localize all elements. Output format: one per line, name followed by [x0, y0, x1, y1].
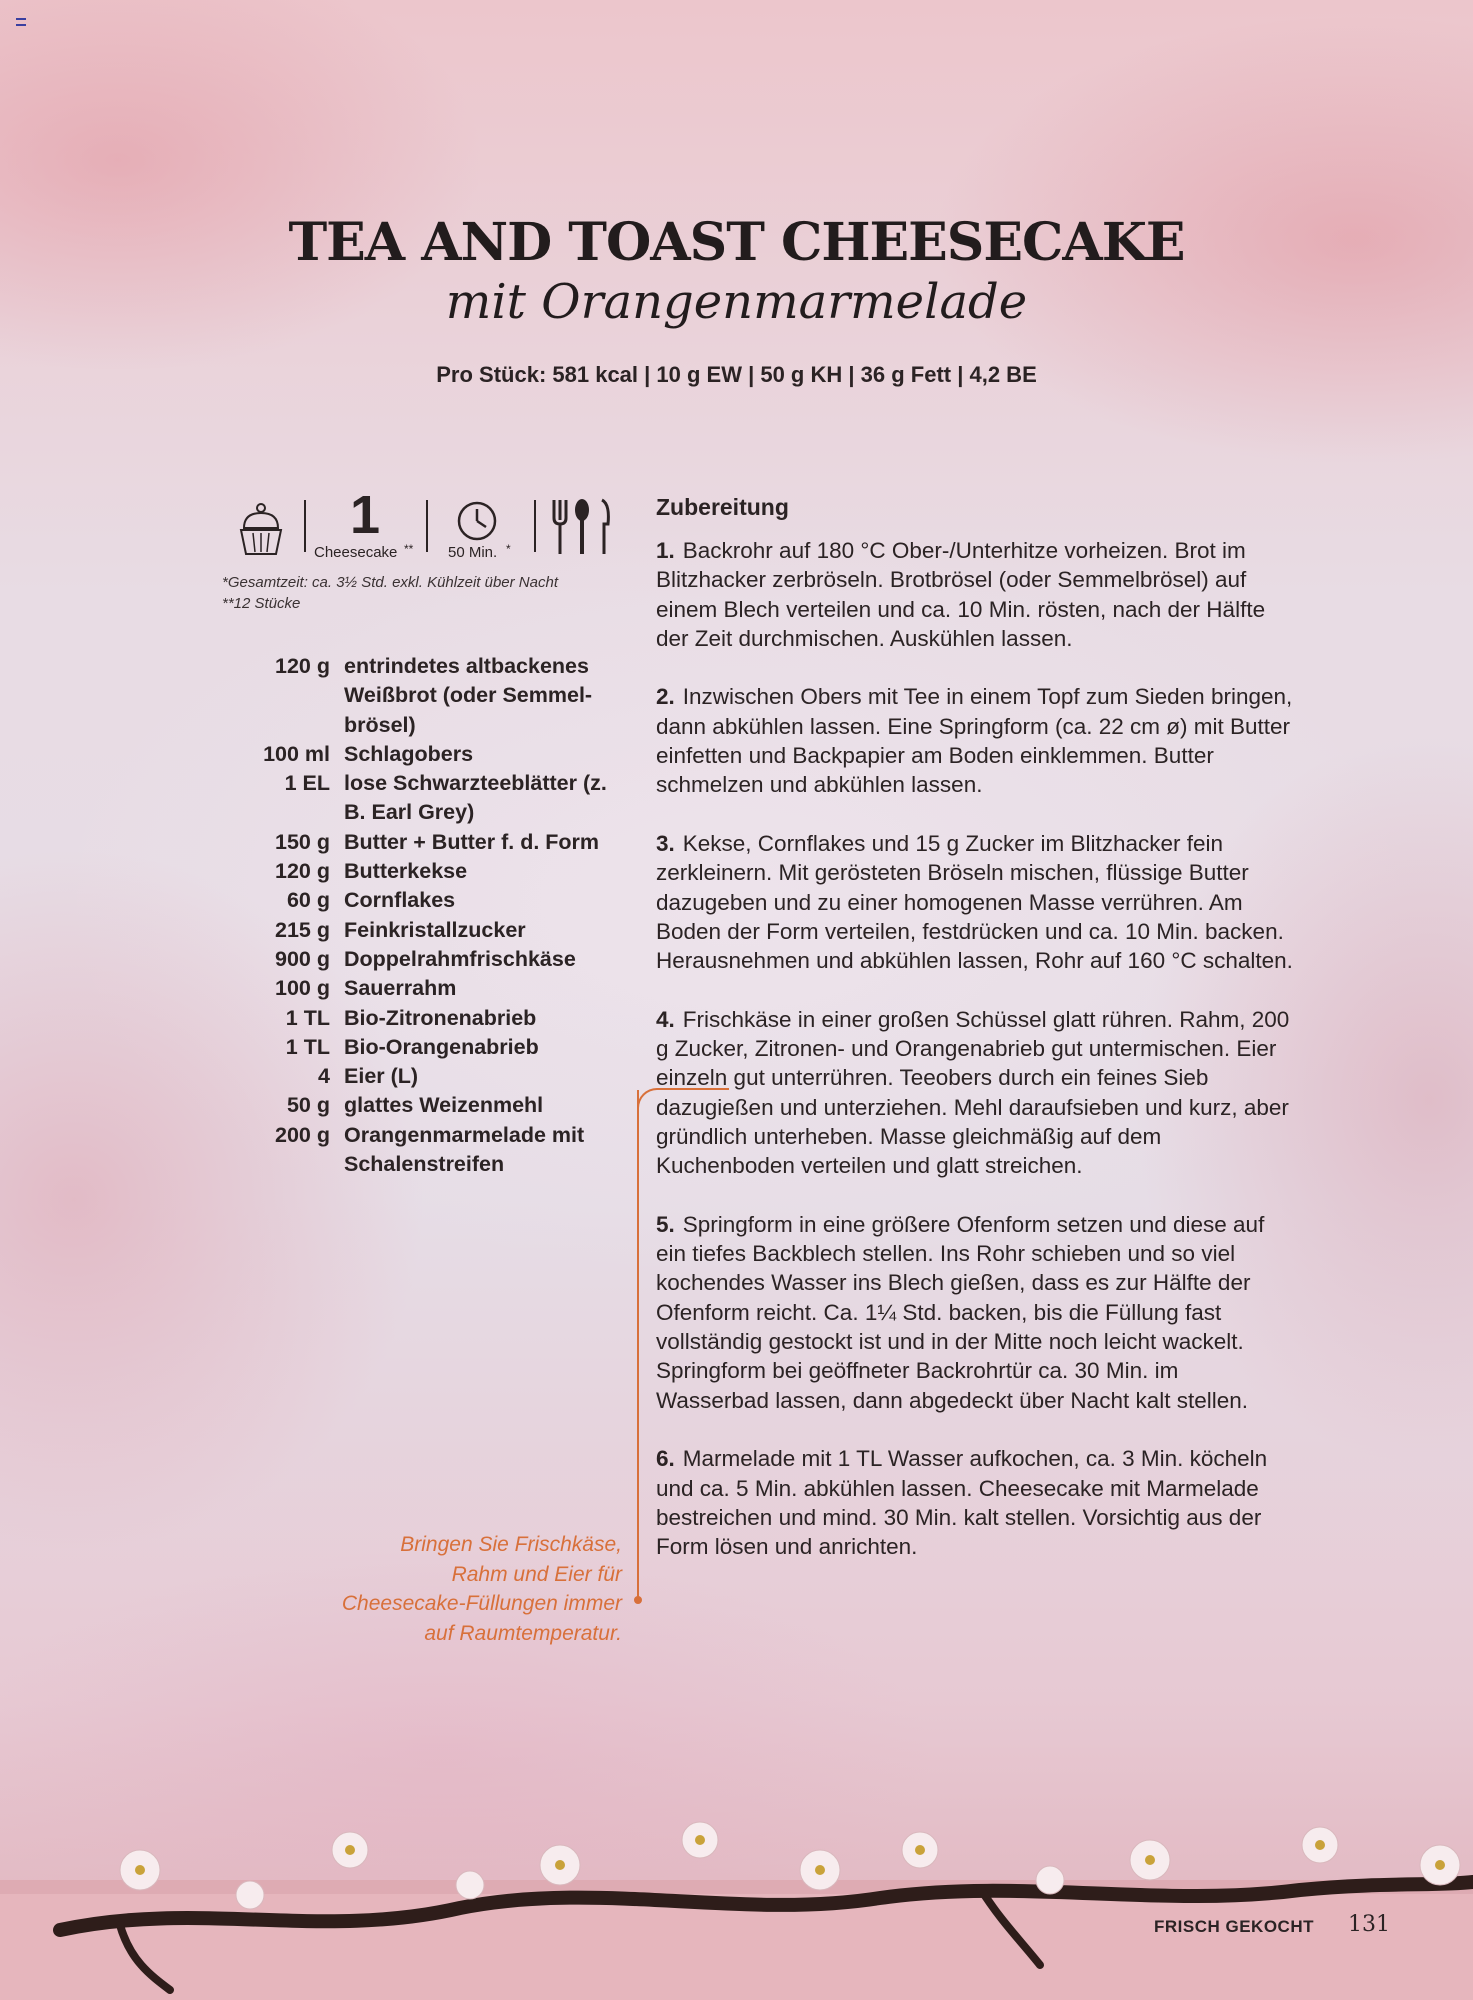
ingredient-name: Feinkristallzucker	[344, 917, 526, 942]
ingredient-name: Schlagobers	[344, 741, 474, 766]
ingredient-name: Butterkekse	[344, 859, 468, 884]
step-text: Marmelade mit 1 TL Wasser aufkochen, ca. 3 Min. köcheln und ca. 5 Min. abkühlen lassen. Cheesecake mit Marmelade bestreichen und mind. 30 Min. kalt stellen. Vorsichtig aus der Form lösen und anrichten.	[656, 1446, 1268, 1560]
step-number: 5.	[656, 1211, 675, 1237]
icon-divider	[304, 500, 306, 552]
footnotes	[222, 572, 558, 614]
ingredient-item	[238, 857, 618, 886]
ingredient-item	[238, 1121, 618, 1180]
ingredient-list	[238, 652, 618, 1179]
ingredient-quantity: 100 g	[275, 976, 330, 1001]
ingredient-quantity: 1 TL	[285, 1005, 330, 1030]
ingredient-item	[238, 1062, 618, 1091]
step-number: 1.	[656, 538, 675, 563]
ingredient-quantity: 1 EL	[284, 771, 330, 796]
step-text: Kekse, Cornflakes und 15 g Zucker im Blitzhacker fein zerkleinern. Mit gerösteten Bröseln mischen, flüssige Butter dazugeben und zu einer homogenen Masse verrühren. Am Boden der Form verteilen, festdrücken und ca. 10 Min. backen. Herausnehmen und abkühlen lassen, Rohr auf 160 °C schalten.	[656, 830, 1293, 974]
ingredient-quantity: 200 g	[275, 1122, 330, 1147]
ingredient-quantity: 60 g	[286, 888, 330, 913]
preparation-heading: Zubereitung	[656, 494, 789, 520]
page-number: 131	[1348, 1912, 1390, 1937]
ingredient-quantity: 120 g	[275, 859, 330, 884]
ingredient-name: Butter + Butter f. d. Form	[344, 829, 600, 854]
tip-connector-dot	[634, 1596, 642, 1604]
step-item	[656, 1210, 1296, 1415]
ingredient-name: Doppelrahmfrischkäse	[344, 946, 576, 971]
ingredient-quantity: 120 g	[275, 654, 330, 678]
ingredient-quantity: 4	[318, 1064, 330, 1089]
ingredient-quantity: 150 g	[275, 829, 330, 854]
step-text: Springform in eine größere Ofenform setzen und diese auf ein tiefes Backblech stellen. Ins Rohr schieben und so viel kochendes Wasser ins Blech gießen, dass es zur Hälfte der Ofenform reicht. Ca. 1¼ Std. backen, bis die Füllung fast vollständig gestockt ist und in der Mitte noch leicht wackelt. Springform bei geöffneter Backrohrtür ca. 30 Min. im Wasserbad lassen, dann abgedeckt über Nacht kalt stellen.	[656, 1211, 1265, 1413]
ingredient-item	[238, 886, 618, 915]
ingredient-quantity: 1 TL	[285, 1034, 330, 1059]
step-number: 4.	[656, 1006, 675, 1032]
ingredient-quantity: 50 g	[286, 1093, 330, 1118]
cupcake-icon	[236, 502, 286, 556]
footer-brand: FRISCH GEKOCHT	[1154, 1917, 1314, 1936]
step-item	[656, 1444, 1296, 1561]
ingredient-name: lose Schwarzteeblätter (z. B. Earl Grey)	[344, 771, 607, 825]
ingredient-item	[238, 652, 618, 740]
ingredient-item	[238, 1091, 618, 1120]
ingredient-item	[238, 1004, 618, 1033]
step-text: Backrohr auf 180 °C Ober-/Unterhitze vorheizen. Brot im Blitzhacker zerbröseln. Brotbrösel (oder Semmelbrösel) auf einem Blech verteilen und ca. 10 Min. rösten, nach der Hälfte der Zeit durchmischen. Auskühlen lassen.	[656, 538, 1266, 651]
servings-footnote-mark: **	[404, 542, 414, 556]
step-number: 6.	[656, 1446, 675, 1472]
step-number: 2.	[656, 684, 675, 710]
ingredient-item	[238, 740, 618, 769]
footnote-servings: **12 Stücke	[222, 595, 301, 612]
ingredient-name: Cornflakes	[344, 888, 456, 913]
tip-connector-line	[637, 1090, 639, 1600]
menu-icon[interactable]	[16, 18, 26, 26]
preparation-steps	[656, 536, 1296, 1591]
tip-text: Bringen Sie Frischkäse, Rahm und Eier für Cheesecake-Füllungen immer auf Raumtemperatur.	[341, 1533, 622, 1645]
step-item	[656, 1005, 1296, 1181]
recipe-info-row	[232, 485, 612, 564]
step-text: Frischkäse in einer großen Schüssel glatt rühren. Rahm, 200 g Zucker, Zitronen- und Orangenabrieb gut untermischen. Eier einzeln gut unterrühren. Teeobers durch ein feines Sieb dazugießen und unterziehen. Mehl daraufsieben und kurz, aber gründlich unterheben. Masse gleichmäßig auf dem Kuchenboden verteilen und glatt streichen.	[656, 1006, 1290, 1179]
ingredient-quantity: 900 g	[275, 946, 330, 971]
blossom-branch-image	[0, 1790, 1473, 2000]
ingredient-item	[238, 1033, 618, 1062]
ingredient-name: Eier (L)	[344, 1064, 419, 1089]
recipe-title: TEA AND TOAST CHEESECAKE	[288, 212, 1185, 273]
ingredient-quantity: 215 g	[275, 917, 330, 942]
cutlery-icon	[550, 498, 614, 558]
ingredient-name: Bio-Zitronenabrieb	[344, 1005, 537, 1030]
step-item	[656, 536, 1296, 653]
servings-label: Cheesecake	[314, 544, 398, 561]
ingredient-name: Sauerrahm	[344, 976, 457, 1001]
ingredient-item	[238, 974, 618, 1003]
ingredient-quantity: 100 ml	[263, 741, 330, 766]
time-label: 50 Min.	[448, 544, 498, 561]
footnote-time: *Gesamtzeit: ca. 3½ Std. exkl. Kühlzeit über Nacht	[222, 574, 558, 591]
servings-count: 1	[350, 485, 381, 545]
icon-divider	[534, 500, 536, 552]
recipe-subtitle: mit Orangenmarmelade	[445, 274, 1028, 330]
step-item	[656, 682, 1296, 799]
step-number: 3.	[656, 830, 675, 856]
ingredient-name: glattes Weizenmehl	[344, 1093, 544, 1118]
icon-divider	[426, 500, 428, 552]
ingredient-item	[238, 828, 618, 857]
ingredient-name: Bio-Orangenabrieb	[344, 1034, 539, 1059]
step-item	[656, 829, 1296, 975]
ingredient-name: Orangenmarmelade mit Schalenstreifen	[344, 1122, 585, 1177]
step-text: Inzwischen Obers mit Tee in einem Topf zum Sieden bringen, dann abkühlen lassen. Eine Springform (ca. 22 cm ø) mit Butter einfetten und Backpapier am Boden einklemmen. Butter schmelzen und abkühlen lassen.	[656, 684, 1293, 798]
clock-icon	[456, 500, 498, 542]
ingredient-item	[238, 916, 618, 945]
ingredient-name: entrindetes altbackenes Weißbrot (oder Semmel-brösel)	[344, 654, 593, 737]
ingredient-item	[238, 945, 618, 974]
nutrition-info: Pro Stück: 581 kcal | 10 g EW | 50 g KH | 36 g Fett | 4,2 BE	[436, 362, 1037, 387]
ingredient-item	[238, 769, 618, 828]
time-footnote-mark: *	[506, 542, 511, 556]
